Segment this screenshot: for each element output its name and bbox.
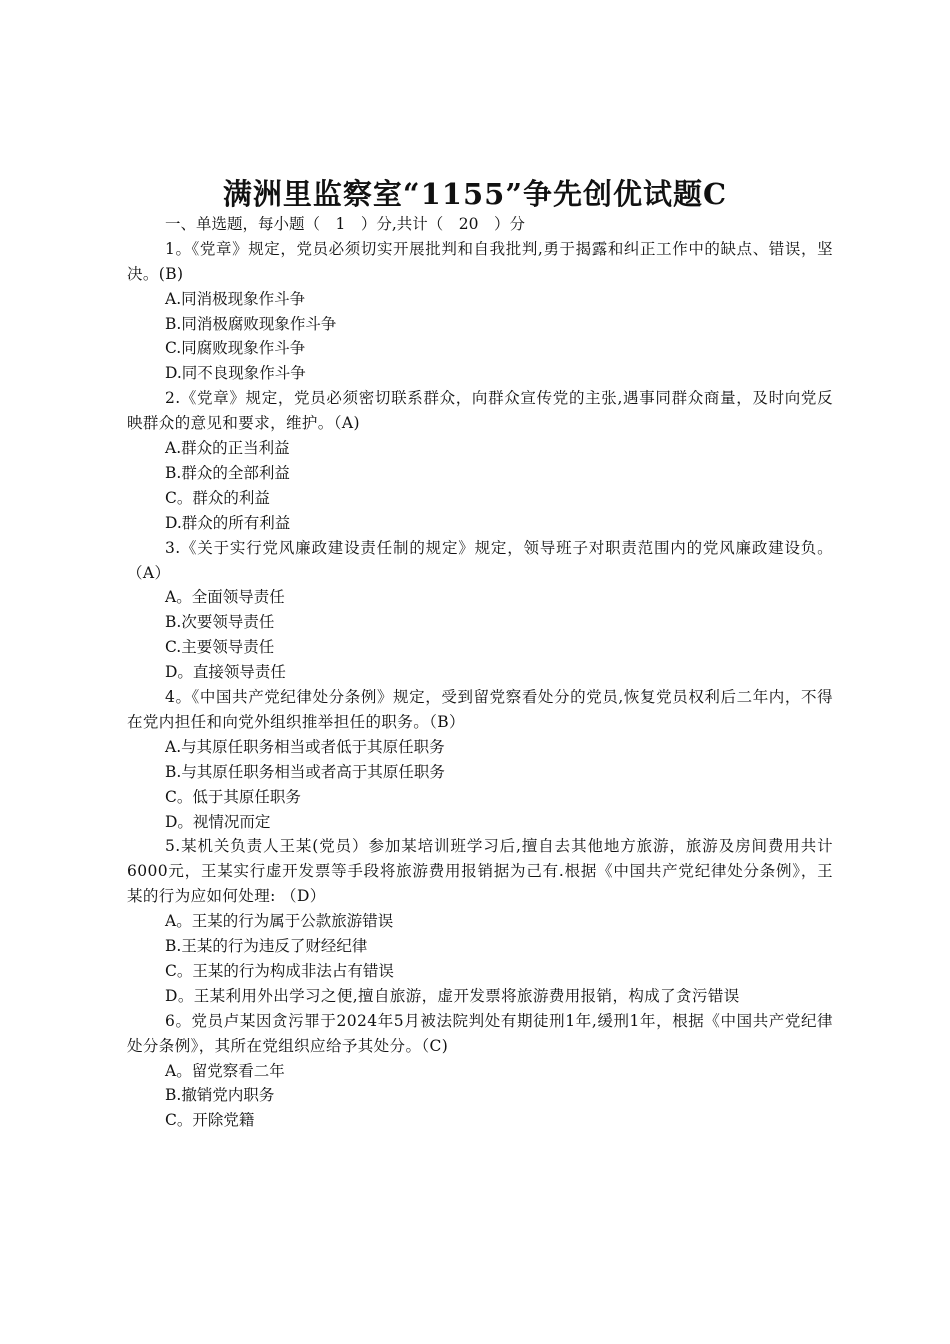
question-4-option-d: D。视情况而定 (165, 812, 271, 831)
question-2-option-a: A.群众的正当利益 (165, 439, 290, 458)
question-5-option-d: D。王某利用外出学习之便,擅自旅游，虚开发票将旅游费用报销，构成了贪污错误 (165, 986, 740, 1005)
question-stem-6: 6。党员卢某因贪污罪于2024年5月被法院判处有期徒刑1年,缓刑1年，根据《中国共产党纪律处分条例》，其所在党组织应给予其处分。（C) (127, 1011, 833, 1055)
page-title: 满洲里监察室“1155”争先创优试题C (222, 177, 728, 211)
section-heading: 一、单选题，每小题（ 1 ）分,共计（ 20 ）分 (165, 215, 526, 233)
question-4-option-a: A.与其原任职务相当或者低于其原任职务 (165, 737, 445, 756)
question-stem-2: 2.《党章》规定，党员必须密切联系群众，向群众宣传党的主张,遇事同群众商量，及时向党反映群众的意见和要求，维护。（A) (127, 389, 833, 433)
question-6-option-b: B.撤销党内职务 (165, 1086, 275, 1105)
question-3-option-b: B.次要领导责任 (165, 613, 275, 632)
question-6-option-c: C。开除党籍 (165, 1111, 255, 1130)
question-4-option-b: B.与其原任职务相当或者高于其原任职务 (165, 762, 445, 781)
question-5-option-c: C。王某的行为构成非法占有错误 (165, 961, 394, 980)
question-5-option-a: A。王某的行为属于公款旅游错误 (165, 912, 394, 931)
question-2-option-b: B.群众的全部利益 (165, 463, 290, 482)
question-3-option-c: C.主要领导责任 (165, 638, 275, 657)
question-4-option-c: C。低于其原任职务 (165, 787, 301, 806)
question-2-option-c: C。群众的利益 (165, 488, 270, 507)
question-1-option-a: A.同消极现象作斗争 (165, 289, 306, 308)
question-1-option-c: C.同腐败现象作斗争 (165, 339, 306, 358)
question-stem-3: 3.《关于实行党风廉政建设责任制的规定》规定，领导班子对职责范围内的党风廉政建设负。（A） (127, 538, 833, 582)
question-stem-1: 1。《党章》规定，党员必须切实开展批判和自我批判,勇于揭露和纠正工作中的缺点、错误，坚决。(B) (127, 239, 833, 283)
question-5-option-b: B.王某的行为违反了财经纪律 (165, 937, 368, 955)
question-stem-4: 4。《中国共产党纪律处分条例》规定，受到留党察看处分的党员,恢复党员权利后二年内，不得在党内担任和向党外组织推举担任的职务。（B） (127, 688, 833, 731)
question-1-option-b: B.同消极腐败现象作斗争 (165, 314, 337, 333)
question-3-option-a: A。全面领导责任 (165, 588, 285, 607)
question-3-option-d: D。直接领导责任 (165, 663, 286, 682)
question-1-option-d: D.同不良现象作斗争 (165, 364, 306, 383)
question-2-option-d: D.群众的所有利益 (165, 513, 291, 532)
question-stem-5: 5.某机关负责人王某(党员）参加某培训班学习后,擅自去其他地方旅游，旅游及房间费用共计6000元，王某实行虚开发票等手段将旅游费用报销据为己有.根据《中国共产党纪律处分条例》，王某的行为应如何处理: （D） (127, 837, 833, 906)
question-6-option-a: A。留党察看二年 (165, 1061, 285, 1080)
document-body (127, 212, 833, 1133)
